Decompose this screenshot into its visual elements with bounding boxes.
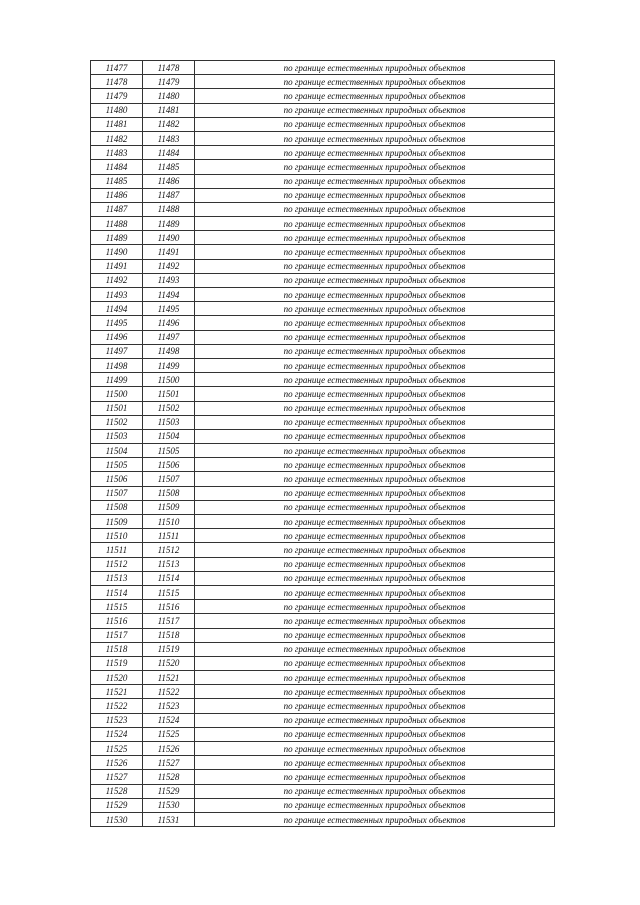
point-to-cell: 11504 [143,429,195,443]
point-from-cell: 11521 [91,685,143,699]
point-from-cell: 11517 [91,628,143,642]
table-row [91,529,555,543]
point-from-cell: 11529 [91,798,143,812]
point-from-cell: 11527 [91,770,143,784]
point-to-cell: 11478 [143,61,195,75]
table-row [91,656,555,670]
description-cell: по границе естественных природных объектов [195,614,555,628]
description-cell: по границе естественных природных объектов [195,756,555,770]
point-to-cell: 11483 [143,131,195,145]
point-to-cell: 11489 [143,217,195,231]
point-from-cell: 11512 [91,557,143,571]
point-to-cell: 11479 [143,75,195,89]
description-cell: по границе естественных природных объектов [195,685,555,699]
description-cell: по границе естественных природных объектов [195,656,555,670]
point-to-cell: 11508 [143,486,195,500]
point-to-cell: 11521 [143,671,195,685]
table-row [91,61,555,75]
point-to-cell: 11520 [143,656,195,670]
point-to-cell: 11517 [143,614,195,628]
description-cell: по границе естественных природных объектов [195,75,555,89]
table-row [91,429,555,443]
table-row [91,358,555,372]
description-cell: по границе естественных природных объектов [195,146,555,160]
point-from-cell: 11478 [91,75,143,89]
description-cell: по границе естественных природных объектов [195,770,555,784]
point-from-cell: 11509 [91,515,143,529]
point-to-cell: 11514 [143,571,195,585]
description-cell: по границе естественных природных объектов [195,444,555,458]
point-to-cell: 11513 [143,557,195,571]
point-from-cell: 11523 [91,713,143,727]
point-from-cell: 11525 [91,742,143,756]
point-to-cell: 11485 [143,160,195,174]
description-cell: по границе естественных природных объектов [195,529,555,543]
point-to-cell: 11525 [143,727,195,741]
table-row [91,585,555,599]
point-to-cell: 11502 [143,401,195,415]
description-cell: по границе естественных природных объектов [195,600,555,614]
point-to-cell: 11522 [143,685,195,699]
point-to-cell: 11530 [143,798,195,812]
table-row [91,89,555,103]
point-to-cell: 11498 [143,344,195,358]
table-row [91,231,555,245]
point-to-cell: 11494 [143,288,195,302]
point-to-cell: 11519 [143,642,195,656]
point-from-cell: 11503 [91,429,143,443]
description-cell: по границе естественных природных объектов [195,273,555,287]
point-from-cell: 11498 [91,358,143,372]
point-to-cell: 11531 [143,812,195,826]
table-row [91,401,555,415]
point-from-cell: 11486 [91,188,143,202]
table-row [91,188,555,202]
point-to-cell: 11490 [143,231,195,245]
point-to-cell: 11482 [143,117,195,131]
point-from-cell: 11484 [91,160,143,174]
table-row [91,117,555,131]
point-to-cell: 11484 [143,146,195,160]
table-row [91,146,555,160]
table-row [91,784,555,798]
point-to-cell: 11529 [143,784,195,798]
point-from-cell: 11500 [91,387,143,401]
point-from-cell: 11487 [91,202,143,216]
description-cell: по границе естественных природных объектов [195,231,555,245]
description-cell: по границе естественных природных объектов [195,571,555,585]
description-cell: по границе естественных природных объектов [195,727,555,741]
table-row [91,259,555,273]
point-to-cell: 11507 [143,472,195,486]
point-from-cell: 11515 [91,600,143,614]
table-row [91,373,555,387]
description-cell: по границе естественных природных объектов [195,812,555,826]
description-cell: по границе естественных природных объектов [195,415,555,429]
point-to-cell: 11506 [143,458,195,472]
table-row [91,316,555,330]
point-from-cell: 11480 [91,103,143,117]
description-cell: по границе естественных природных объектов [195,387,555,401]
point-from-cell: 11510 [91,529,143,543]
point-from-cell: 11501 [91,401,143,415]
point-from-cell: 11519 [91,656,143,670]
table-row [91,217,555,231]
point-from-cell: 11526 [91,756,143,770]
point-from-cell: 11493 [91,288,143,302]
description-cell: по границе естественных природных объектов [195,784,555,798]
description-cell: по границе естественных природных объектов [195,174,555,188]
description-cell: по границе естественных природных объектов [195,373,555,387]
point-from-cell: 11502 [91,415,143,429]
table-row [91,543,555,557]
table-row [91,273,555,287]
point-to-cell: 11481 [143,103,195,117]
point-from-cell: 11511 [91,543,143,557]
table-row [91,288,555,302]
description-cell: по границе естественных природных объектов [195,217,555,231]
table-row [91,685,555,699]
description-cell: по границе естественных природных объектов [195,202,555,216]
point-to-cell: 11492 [143,259,195,273]
description-cell: по границе естественных природных объектов [195,486,555,500]
table-row [91,600,555,614]
description-cell: по границе естественных природных объектов [195,117,555,131]
point-to-cell: 11503 [143,415,195,429]
description-cell: по границе естественных природных объектов [195,585,555,599]
boundary-table [90,60,555,827]
description-cell: по границе естественных природных объектов [195,401,555,415]
description-cell: по границе естественных природных объектов [195,642,555,656]
point-from-cell: 11488 [91,217,143,231]
description-cell: по границе естественных природных объектов [195,671,555,685]
point-to-cell: 11505 [143,444,195,458]
description-cell: по границе естественных природных объектов [195,316,555,330]
table-row [91,415,555,429]
point-to-cell: 11488 [143,202,195,216]
point-from-cell: 11530 [91,812,143,826]
table-row [91,742,555,756]
description-cell: по границе естественных природных объектов [195,245,555,259]
point-from-cell: 11505 [91,458,143,472]
point-to-cell: 11497 [143,330,195,344]
table-row [91,671,555,685]
point-to-cell: 11491 [143,245,195,259]
point-from-cell: 11490 [91,245,143,259]
point-to-cell: 11480 [143,89,195,103]
point-to-cell: 11493 [143,273,195,287]
point-to-cell: 11510 [143,515,195,529]
table-row [91,812,555,826]
point-to-cell: 11499 [143,358,195,372]
point-from-cell: 11516 [91,614,143,628]
table-row [91,160,555,174]
table-row [91,131,555,145]
table-row [91,699,555,713]
point-to-cell: 11526 [143,742,195,756]
table-row [91,472,555,486]
table-row [91,458,555,472]
table-row [91,628,555,642]
point-to-cell: 11500 [143,373,195,387]
point-from-cell: 11499 [91,373,143,387]
description-cell: по границе естественных природных объектов [195,458,555,472]
table-row [91,387,555,401]
point-from-cell: 11522 [91,699,143,713]
description-cell: по границе естественных природных объектов [195,500,555,514]
description-cell: по границе естественных природных объектов [195,160,555,174]
description-cell: по границе естественных природных объектов [195,103,555,117]
description-cell: по границе естественных природных объектов [195,798,555,812]
description-cell: по границе естественных природных объектов [195,344,555,358]
table-row [91,515,555,529]
table-row [91,642,555,656]
point-from-cell: 11514 [91,585,143,599]
point-to-cell: 11516 [143,600,195,614]
table-row [91,174,555,188]
description-cell: по границе естественных природных объектов [195,358,555,372]
table-row [91,500,555,514]
point-from-cell: 11483 [91,146,143,160]
point-from-cell: 11518 [91,642,143,656]
point-from-cell: 11489 [91,231,143,245]
point-to-cell: 11487 [143,188,195,202]
point-to-cell: 11501 [143,387,195,401]
table-row [91,486,555,500]
point-from-cell: 11477 [91,61,143,75]
table-row [91,571,555,585]
point-to-cell: 11524 [143,713,195,727]
point-from-cell: 11491 [91,259,143,273]
point-from-cell: 11504 [91,444,143,458]
point-from-cell: 11497 [91,344,143,358]
boundary-table-body [91,61,555,827]
point-from-cell: 11507 [91,486,143,500]
table-row [91,302,555,316]
table-row [91,798,555,812]
point-to-cell: 11495 [143,302,195,316]
point-from-cell: 11485 [91,174,143,188]
point-to-cell: 11509 [143,500,195,514]
point-to-cell: 11512 [143,543,195,557]
description-cell: по границе естественных природных объектов [195,543,555,557]
description-cell: по границе естественных природных объектов [195,302,555,316]
point-to-cell: 11518 [143,628,195,642]
description-cell: по границе естественных природных объектов [195,259,555,273]
table-row [91,344,555,358]
point-to-cell: 11515 [143,585,195,599]
description-cell: по границе естественных природных объектов [195,515,555,529]
point-from-cell: 11524 [91,727,143,741]
description-cell: по границе естественных природных объектов [195,188,555,202]
description-cell: по границе естественных природных объектов [195,713,555,727]
point-from-cell: 11520 [91,671,143,685]
description-cell: по границе естественных природных объектов [195,742,555,756]
table-row [91,770,555,784]
point-from-cell: 11492 [91,273,143,287]
table-row [91,103,555,117]
point-to-cell: 11527 [143,756,195,770]
description-cell: по границе естественных природных объектов [195,699,555,713]
point-from-cell: 11482 [91,131,143,145]
table-row [91,75,555,89]
table-row [91,330,555,344]
point-to-cell: 11511 [143,529,195,543]
table-row [91,444,555,458]
point-to-cell: 11528 [143,770,195,784]
table-row [91,245,555,259]
table-row [91,614,555,628]
table-row [91,756,555,770]
point-to-cell: 11486 [143,174,195,188]
description-cell: по границе естественных природных объектов [195,472,555,486]
description-cell: по границе естественных природных объектов [195,61,555,75]
point-from-cell: 11528 [91,784,143,798]
point-from-cell: 11481 [91,117,143,131]
point-from-cell: 11494 [91,302,143,316]
table-row [91,557,555,571]
point-from-cell: 11496 [91,330,143,344]
description-cell: по границе естественных природных объектов [195,628,555,642]
table-row [91,202,555,216]
point-from-cell: 11479 [91,89,143,103]
point-to-cell: 11523 [143,699,195,713]
description-cell: по границе естественных природных объектов [195,131,555,145]
point-to-cell: 11496 [143,316,195,330]
table-row [91,727,555,741]
description-cell: по границе естественных природных объектов [195,557,555,571]
point-from-cell: 11513 [91,571,143,585]
description-cell: по границе естественных природных объектов [195,330,555,344]
description-cell: по границе естественных природных объектов [195,89,555,103]
point-from-cell: 11495 [91,316,143,330]
description-cell: по границе естественных природных объектов [195,429,555,443]
point-from-cell: 11506 [91,472,143,486]
description-cell: по границе естественных природных объектов [195,288,555,302]
table-row [91,713,555,727]
point-from-cell: 11508 [91,500,143,514]
